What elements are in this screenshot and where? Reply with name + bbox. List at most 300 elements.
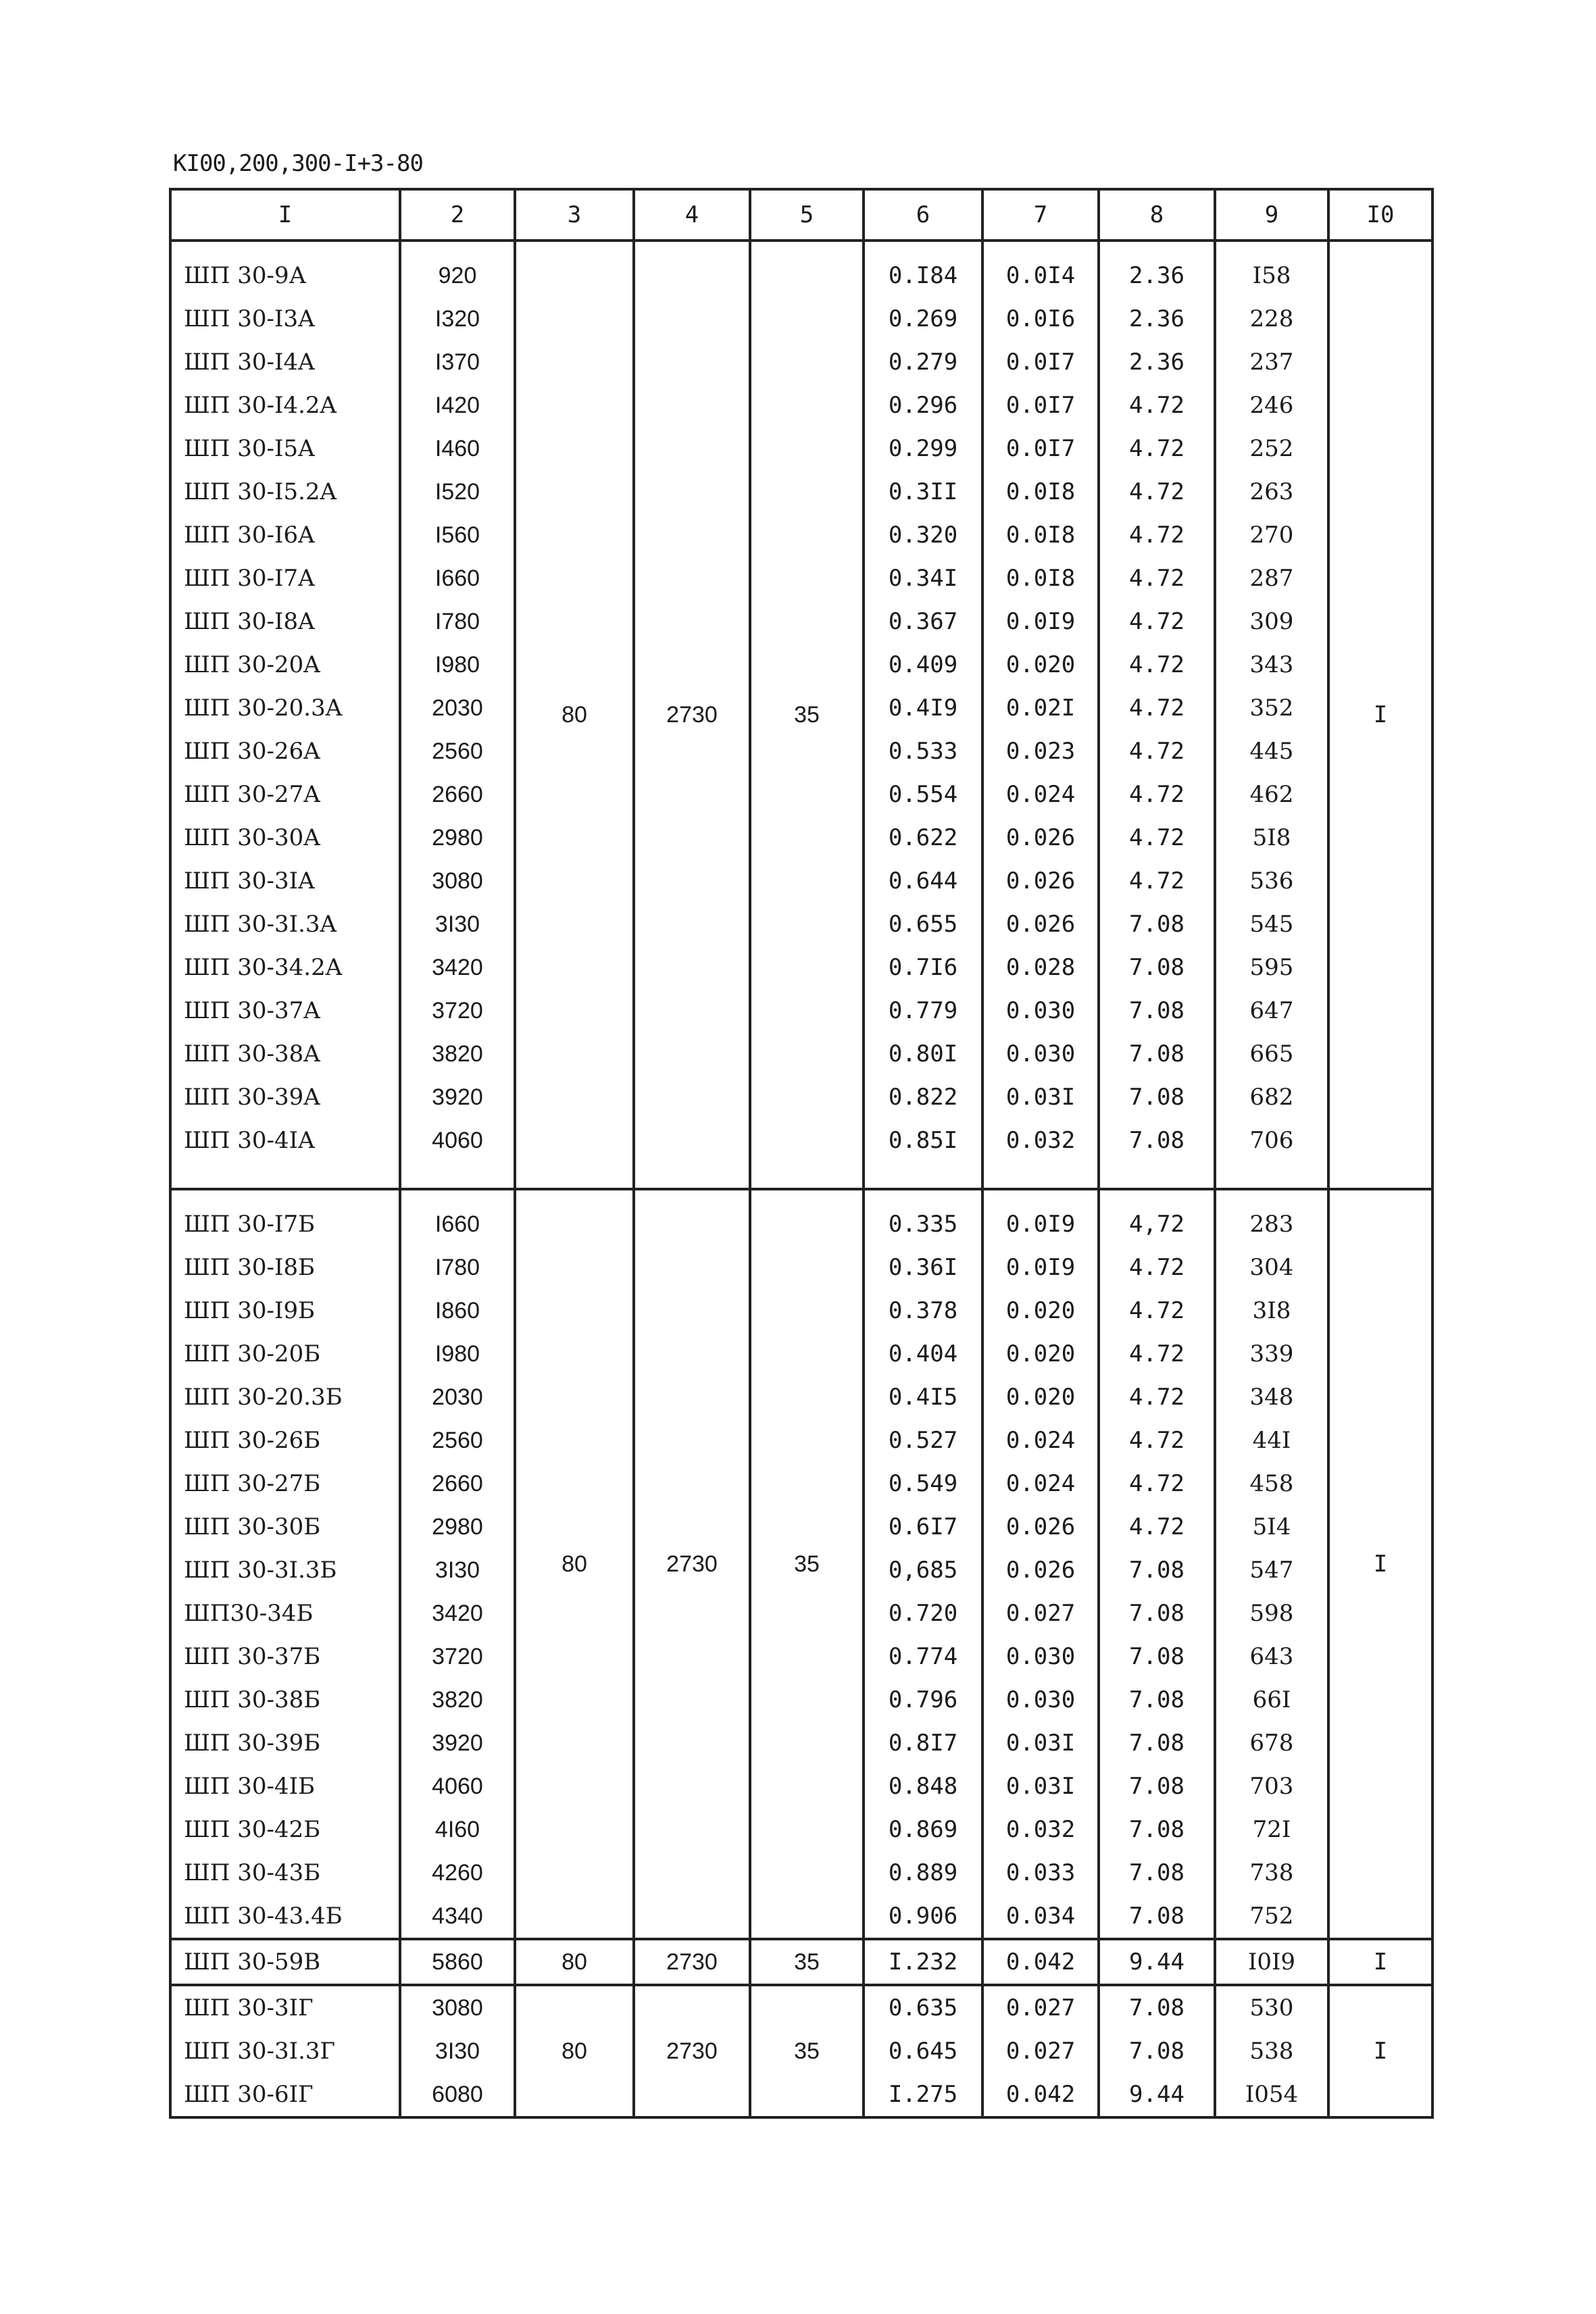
cell-col7: 0.020 <box>982 643 1099 686</box>
cell-col7: 0.0I7 <box>982 341 1099 384</box>
cell-designation: ШП 30-37A <box>170 989 400 1032</box>
cell-col2: I980 <box>400 1332 515 1376</box>
cell-designation: ШП 30-39Б <box>170 1721 400 1765</box>
cell-col2: 3I30 <box>400 1549 515 1592</box>
cell-col8: 2.36 <box>1099 254 1215 297</box>
cell-designation: ШП 30-20.3A <box>170 686 400 730</box>
column-header: 8 <box>1099 189 1215 241</box>
cell-col8: 7.08 <box>1099 989 1215 1032</box>
cell-designation: ШП 30-20A <box>170 643 400 686</box>
cell-designation: ШП 30-I8Б <box>170 1246 400 1289</box>
cell-col7: 0.026 <box>982 859 1099 903</box>
cell-col2: I780 <box>400 1246 515 1289</box>
cell-col8: 4.72 <box>1099 773 1215 816</box>
header-row <box>170 189 1432 241</box>
spacer-cell <box>982 1162 1099 1189</box>
spec-table <box>169 188 1434 2119</box>
cell-designation: ШП 30-26A <box>170 730 400 773</box>
cell-col7: 0.032 <box>982 1808 1099 1851</box>
cell-col8: 7.08 <box>1099 1721 1215 1765</box>
table-group <box>170 241 1432 1189</box>
cell-col2: I860 <box>400 1289 515 1332</box>
cell-col9: 462 <box>1215 773 1328 816</box>
spacer-cell <box>1099 1189 1215 1203</box>
cell-col6: 0.404 <box>864 1332 982 1376</box>
cell-col8: 4.72 <box>1099 513 1215 557</box>
cell-col7: 0.023 <box>982 730 1099 773</box>
cell-col7: 0.0I9 <box>982 600 1099 643</box>
cell-designation: ШП 30-27Б <box>170 1462 400 1505</box>
cell-col8: 4.72 <box>1099 1462 1215 1505</box>
cell-col8: 7.08 <box>1099 1678 1215 1721</box>
cell-col8: 4.72 <box>1099 816 1215 859</box>
cell-designation: ШП 30-39A <box>170 1076 400 1119</box>
cell-col9: I0I9 <box>1215 1939 1328 1985</box>
cell-col7: 0.03I <box>982 1721 1099 1765</box>
cell-designation: ШП 30-4IA <box>170 1119 400 1162</box>
merged-cell-c4: 2730 <box>634 1985 750 2117</box>
cell-col6: 0.4I9 <box>864 686 982 730</box>
cell-col6: 0,685 <box>864 1549 982 1592</box>
cell-col9: 309 <box>1215 600 1328 643</box>
cell-designation: ШП30-34Б <box>170 1592 400 1635</box>
cell-col2: 2030 <box>400 686 515 730</box>
cell-col7: 0.02I <box>982 686 1099 730</box>
cell-col8: 7.08 <box>1099 1808 1215 1851</box>
cell-col2: 3820 <box>400 1678 515 1721</box>
spacer-cell <box>864 241 982 254</box>
spacer-cell <box>1215 241 1328 254</box>
cell-col7: 0.030 <box>982 989 1099 1032</box>
cell-col7: 0.020 <box>982 1289 1099 1332</box>
cell-col7: 0.024 <box>982 773 1099 816</box>
cell-col7: 0.03I <box>982 1765 1099 1808</box>
cell-designation: ШП 30-I5A <box>170 427 400 470</box>
table-row <box>170 1939 1432 1985</box>
merged-cell-c5: 35 <box>750 1189 864 1939</box>
cell-col7: 0.026 <box>982 1549 1099 1592</box>
cell-col7: 0.0I4 <box>982 254 1099 297</box>
spacer-cell <box>170 1189 400 1203</box>
merged-cell-c3: 80 <box>515 1189 634 1939</box>
cell-col2: 4060 <box>400 1119 515 1162</box>
cell-col2: I560 <box>400 513 515 557</box>
cell-col8: 4.72 <box>1099 1376 1215 1419</box>
spacer-row <box>170 241 1432 254</box>
cell-designation: ШП 30-20Б <box>170 1332 400 1376</box>
cell-col9: 339 <box>1215 1332 1328 1376</box>
table-group <box>170 1939 1432 1985</box>
cell-col8: 2.36 <box>1099 341 1215 384</box>
cell-designation: ШП 30-59В <box>170 1939 400 1985</box>
cell-col6: 0.320 <box>864 513 982 557</box>
cell-col2: 2980 <box>400 1505 515 1549</box>
cell-col7: 0.042 <box>982 2073 1099 2117</box>
cell-col8: 4.72 <box>1099 1419 1215 1462</box>
cell-designation: ШП 30-42Б <box>170 1808 400 1851</box>
cell-col7: 0.034 <box>982 1894 1099 1939</box>
cell-designation: ШП 30-I4A <box>170 341 400 384</box>
merged-cell-c10: I <box>1328 241 1432 1189</box>
cell-col9: 665 <box>1215 1032 1328 1076</box>
table-row <box>170 1985 1432 2030</box>
cell-col6: 0.8I7 <box>864 1721 982 1765</box>
merged-cell-c4: 2730 <box>634 1189 750 1939</box>
cell-col9: 647 <box>1215 989 1328 1032</box>
cell-col2: I660 <box>400 1203 515 1246</box>
cell-col8: 2.36 <box>1099 297 1215 341</box>
cell-col6: 0.3II <box>864 470 982 513</box>
cell-col2: 2660 <box>400 1462 515 1505</box>
cell-col7: 0.027 <box>982 2030 1099 2073</box>
spacer-cell <box>170 1162 400 1189</box>
column-header: 4 <box>634 189 750 241</box>
cell-designation: ШП 30-6IГ <box>170 2073 400 2117</box>
cell-col8: 4.72 <box>1099 1505 1215 1549</box>
cell-col9: 545 <box>1215 903 1328 946</box>
cell-col2: 3720 <box>400 1635 515 1678</box>
cell-col6: 0.554 <box>864 773 982 816</box>
cell-col8: 7.08 <box>1099 1592 1215 1635</box>
cell-col8: 7.08 <box>1099 1985 1215 2030</box>
spacer-cell <box>1099 1162 1215 1189</box>
cell-col9: 678 <box>1215 1721 1328 1765</box>
spacer-cell <box>1099 241 1215 254</box>
cell-designation: ШП 30-37Б <box>170 1635 400 1678</box>
cell-col7: 0.0I9 <box>982 1203 1099 1246</box>
cell-col9: 682 <box>1215 1076 1328 1119</box>
cell-col2: 4260 <box>400 1851 515 1894</box>
cell-col9: 263 <box>1215 470 1328 513</box>
spacer-cell <box>982 241 1099 254</box>
cell-col7: 0.032 <box>982 1119 1099 1162</box>
merged-cell-c3: 80 <box>515 241 634 1189</box>
cell-col7: 0.020 <box>982 1376 1099 1419</box>
cell-col6: 0.645 <box>864 2030 982 2073</box>
cell-col6: I.232 <box>864 1939 982 1985</box>
cell-col9: 287 <box>1215 557 1328 600</box>
cell-col9: I58 <box>1215 254 1328 297</box>
cell-col9: 752 <box>1215 1894 1328 1939</box>
cell-col7: 0.0I6 <box>982 297 1099 341</box>
cell-col8: 7.08 <box>1099 1635 1215 1678</box>
cell-col8: 4.72 <box>1099 470 1215 513</box>
cell-col9: 228 <box>1215 297 1328 341</box>
cell-col7: 0.020 <box>982 1332 1099 1376</box>
cell-col2: 3I30 <box>400 903 515 946</box>
cell-col8: 4.72 <box>1099 427 1215 470</box>
cell-col9: 595 <box>1215 946 1328 989</box>
cell-col7: 0.026 <box>982 816 1099 859</box>
cell-col6: 0.779 <box>864 989 982 1032</box>
spacer-cell <box>170 241 400 254</box>
cell-col2: 6080 <box>400 2073 515 2117</box>
cell-col2: 3720 <box>400 989 515 1032</box>
cell-col9: 270 <box>1215 513 1328 557</box>
spacer-cell <box>400 1162 515 1189</box>
cell-col2: 3920 <box>400 1076 515 1119</box>
cell-designation: ШП 30-I9Б <box>170 1289 400 1332</box>
cell-col6: 0.36I <box>864 1246 982 1289</box>
cell-col9: 458 <box>1215 1462 1328 1505</box>
merged-cell-c5: 35 <box>750 1985 864 2117</box>
cell-col2: 2980 <box>400 816 515 859</box>
cell-col9: 44I <box>1215 1419 1328 1462</box>
merged-cell-c10: I <box>1328 1939 1432 1985</box>
spacer-row <box>170 1189 1432 1203</box>
cell-col8: 7.08 <box>1099 1549 1215 1592</box>
cell-col9: 343 <box>1215 643 1328 686</box>
cell-col2: 4I60 <box>400 1808 515 1851</box>
cell-col8: 4.72 <box>1099 730 1215 773</box>
cell-col8: 7.08 <box>1099 2030 1215 2073</box>
cell-col6: 0.85I <box>864 1119 982 1162</box>
cell-col7: 0.030 <box>982 1678 1099 1721</box>
cell-designation: ШП 30-43Б <box>170 1851 400 1894</box>
cell-col8: 4,72 <box>1099 1203 1215 1246</box>
cell-col6: 0.822 <box>864 1076 982 1119</box>
cell-col7: 0.030 <box>982 1032 1099 1076</box>
cell-col2: 2660 <box>400 773 515 816</box>
table-group <box>170 1189 1432 1939</box>
cell-col6: 0.34I <box>864 557 982 600</box>
merged-cell-c5: 35 <box>750 241 864 1189</box>
column-header: 7 <box>982 189 1099 241</box>
cell-designation: ШП 30-I7A <box>170 557 400 600</box>
cell-designation: ШП 30-I3A <box>170 297 400 341</box>
cell-col7: 0.024 <box>982 1419 1099 1462</box>
cell-col2: I460 <box>400 427 515 470</box>
merged-cell-c3: 80 <box>515 1939 634 1985</box>
cell-col7: 0.024 <box>982 1462 1099 1505</box>
cell-designation: ШП 30-27A <box>170 773 400 816</box>
cell-col6: 0.7I6 <box>864 946 982 989</box>
cell-col7: 0.0I7 <box>982 384 1099 427</box>
cell-col9: 283 <box>1215 1203 1328 1246</box>
cell-col6: 0.527 <box>864 1419 982 1462</box>
merged-cell-c10: I <box>1328 1985 1432 2117</box>
cell-designation: ШП 30-43.4Б <box>170 1894 400 1939</box>
cell-col9: 72I <box>1215 1808 1328 1851</box>
cell-col6: 0.279 <box>864 341 982 384</box>
cell-col8: 4.72 <box>1099 557 1215 600</box>
column-header: 3 <box>515 189 634 241</box>
cell-col2: I780 <box>400 600 515 643</box>
cell-col6: 0.269 <box>864 297 982 341</box>
column-header: I <box>170 189 400 241</box>
cell-col9: 530 <box>1215 1985 1328 2030</box>
cell-col6: 0.774 <box>864 1635 982 1678</box>
cell-designation: ШП 30-I4.2A <box>170 384 400 427</box>
cell-col7: 0.030 <box>982 1635 1099 1678</box>
spacer-cell <box>1215 1162 1328 1189</box>
cell-col2: 3080 <box>400 859 515 903</box>
spacer-cell <box>982 1189 1099 1203</box>
cell-col8: 7.08 <box>1099 903 1215 946</box>
merged-cell-c3: 80 <box>515 1985 634 2117</box>
cell-designation: ШП 30-I8A <box>170 600 400 643</box>
cell-col8: 9.44 <box>1099 1939 1215 1985</box>
cell-col6: 0.I84 <box>864 254 982 297</box>
spacer-cell <box>400 1189 515 1203</box>
cell-designation: ШП 30-9А <box>170 254 400 297</box>
cell-col6: 0.378 <box>864 1289 982 1332</box>
cell-col9: 237 <box>1215 341 1328 384</box>
cell-col2: 5860 <box>400 1939 515 1985</box>
cell-col2: I980 <box>400 643 515 686</box>
cell-col7: 0.033 <box>982 1851 1099 1894</box>
cell-col9: 348 <box>1215 1376 1328 1419</box>
cell-col7: 0.0I8 <box>982 557 1099 600</box>
cell-col2: 4340 <box>400 1894 515 1939</box>
cell-col8: 7.08 <box>1099 946 1215 989</box>
cell-col7: 0.042 <box>982 1939 1099 1985</box>
cell-col6: 0.549 <box>864 1462 982 1505</box>
spacer-cell <box>864 1189 982 1203</box>
spacer-cell <box>1215 1189 1328 1203</box>
merged-cell-c10: I <box>1328 1189 1432 1939</box>
cell-col2: 3420 <box>400 946 515 989</box>
cell-col6: 0.335 <box>864 1203 982 1246</box>
cell-col7: 0.027 <box>982 1985 1099 2030</box>
cell-designation: ШП 30-3IГ <box>170 1985 400 2030</box>
cell-col7: 0.0I8 <box>982 513 1099 557</box>
cell-col6: 0.906 <box>864 1894 982 1939</box>
cell-col9: 352 <box>1215 686 1328 730</box>
cell-col8: 4.72 <box>1099 686 1215 730</box>
cell-col2: 2560 <box>400 730 515 773</box>
cell-col8: 7.08 <box>1099 1765 1215 1808</box>
cell-col2: 3920 <box>400 1721 515 1765</box>
cell-col6: 0.796 <box>864 1678 982 1721</box>
cell-col6: 0.80I <box>864 1032 982 1076</box>
cell-col8: 4.72 <box>1099 1246 1215 1289</box>
cell-col6: I.275 <box>864 2073 982 2117</box>
cell-col8: 4.72 <box>1099 1289 1215 1332</box>
cell-col2: 2560 <box>400 1419 515 1462</box>
cell-col9: 252 <box>1215 427 1328 470</box>
cell-col6: 0.4I5 <box>864 1376 982 1419</box>
cell-col6: 0.720 <box>864 1592 982 1635</box>
cell-col8: 4.72 <box>1099 859 1215 903</box>
cell-col9: 66I <box>1215 1678 1328 1721</box>
cell-col8: 4.72 <box>1099 643 1215 686</box>
cell-col9: I054 <box>1215 2073 1328 2117</box>
cell-col9: 598 <box>1215 1592 1328 1635</box>
cell-col9: 643 <box>1215 1635 1328 1678</box>
cell-col9: 536 <box>1215 859 1328 903</box>
cell-col8: 7.08 <box>1099 1032 1215 1076</box>
cell-col2: 4060 <box>400 1765 515 1808</box>
cell-designation: ШП 30-30A <box>170 816 400 859</box>
cell-designation: ШП 30-3I.3Б <box>170 1549 400 1592</box>
cell-col8: 7.08 <box>1099 1076 1215 1119</box>
cell-col2: I370 <box>400 341 515 384</box>
cell-col7: 0.026 <box>982 903 1099 946</box>
cell-col9: 5I8 <box>1215 816 1328 859</box>
cell-designation: ШП 30-20.3Б <box>170 1376 400 1419</box>
cell-col7: 0.027 <box>982 1592 1099 1635</box>
cell-col2: I420 <box>400 384 515 427</box>
cell-col2: I660 <box>400 557 515 600</box>
cell-col8: 4.72 <box>1099 1332 1215 1376</box>
cell-designation: ШП 30-30Б <box>170 1505 400 1549</box>
merged-cell-c5: 35 <box>750 1939 864 1985</box>
cell-col8: 7.08 <box>1099 1894 1215 1939</box>
cell-designation: ШП 30-I6A <box>170 513 400 557</box>
cell-col6: 0.533 <box>864 730 982 773</box>
cell-designation: ШП 30-38A <box>170 1032 400 1076</box>
cell-col2: 3I30 <box>400 2030 515 2073</box>
cell-col8: 4.72 <box>1099 384 1215 427</box>
merged-cell-c4: 2730 <box>634 241 750 1189</box>
cell-col7: 0.0I7 <box>982 427 1099 470</box>
cell-col7: 0.0I9 <box>982 1246 1099 1289</box>
cell-col9: 246 <box>1215 384 1328 427</box>
cell-col2: 2030 <box>400 1376 515 1419</box>
cell-col9: 304 <box>1215 1246 1328 1289</box>
column-header: I0 <box>1328 189 1432 241</box>
cell-col7: 0.03I <box>982 1076 1099 1119</box>
cell-col9: 738 <box>1215 1851 1328 1894</box>
cell-col2: I320 <box>400 297 515 341</box>
column-header: 2 <box>400 189 515 241</box>
cell-designation: ШП 30-3I.3Г <box>170 2030 400 2073</box>
cell-col6: 0.367 <box>864 600 982 643</box>
cell-col6: 0.622 <box>864 816 982 859</box>
cell-col9: 703 <box>1215 1765 1328 1808</box>
column-header: 5 <box>750 189 864 241</box>
cell-designation: ШП 30-4IБ <box>170 1765 400 1808</box>
cell-designation: ШП 30-3IA <box>170 859 400 903</box>
table-group <box>170 1985 1432 2117</box>
cell-col9: 547 <box>1215 1549 1328 1592</box>
cell-col7: 0.0I8 <box>982 470 1099 513</box>
cell-col9: 538 <box>1215 2030 1328 2073</box>
cell-col2: 3080 <box>400 1985 515 2030</box>
cell-col6: 0.635 <box>864 1985 982 2030</box>
cell-col6: 0.889 <box>864 1851 982 1894</box>
cell-col6: 0.869 <box>864 1808 982 1851</box>
cell-col6: 0.299 <box>864 427 982 470</box>
cell-designation: ШП 30-I5.2A <box>170 470 400 513</box>
cell-designation: ШП 30-3I.3A <box>170 903 400 946</box>
cell-designation: ШП 30-I7Б <box>170 1203 400 1246</box>
cell-col2: 3820 <box>400 1032 515 1076</box>
cell-col2: I520 <box>400 470 515 513</box>
cell-col6: 0.644 <box>864 859 982 903</box>
cell-col8: 7.08 <box>1099 1119 1215 1162</box>
cell-col7: 0.028 <box>982 946 1099 989</box>
cell-col2: 3420 <box>400 1592 515 1635</box>
cell-col6: 0.296 <box>864 384 982 427</box>
cell-designation: ШП 30-34.2A <box>170 946 400 989</box>
cell-designation: ШП 30-38Б <box>170 1678 400 1721</box>
column-header: 6 <box>864 189 982 241</box>
cell-col8: 9.44 <box>1099 2073 1215 2117</box>
cell-col6: 0.848 <box>864 1765 982 1808</box>
cell-col6: 0.6I7 <box>864 1505 982 1549</box>
merged-cell-c4: 2730 <box>634 1939 750 1985</box>
cell-col8: 7.08 <box>1099 1851 1215 1894</box>
column-header: 9 <box>1215 189 1328 241</box>
cell-col9: 3I8 <box>1215 1289 1328 1332</box>
cell-col9: 5I4 <box>1215 1505 1328 1549</box>
cell-col9: 445 <box>1215 730 1328 773</box>
spacer-cell <box>864 1162 982 1189</box>
document-code: KI00,200,300-I+3-80 <box>173 150 423 177</box>
cell-col6: 0.409 <box>864 643 982 686</box>
